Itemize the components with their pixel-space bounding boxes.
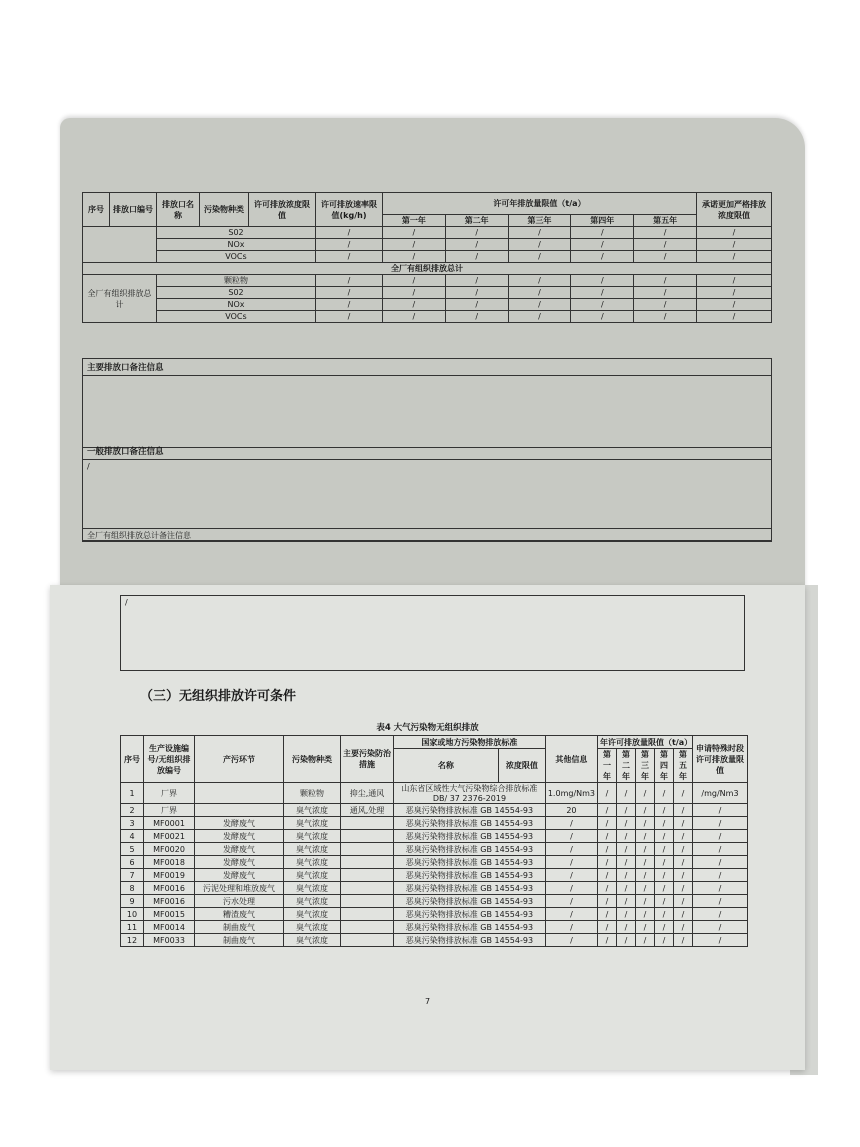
pollutant-cell: NOx xyxy=(157,239,316,251)
row-code: MF0018 xyxy=(144,856,195,869)
slash-cell: / xyxy=(598,921,617,934)
row-code: MF0033 xyxy=(144,934,195,947)
row-stage xyxy=(195,804,284,817)
slash-cell: / xyxy=(636,817,655,830)
slash-cell: / xyxy=(674,856,693,869)
row-measure xyxy=(341,934,394,947)
slash-cell: / xyxy=(634,311,697,323)
row-standard: 恶臭污染物排放标准 GB 14554-93 xyxy=(394,817,546,830)
hdr-seq: 序号 xyxy=(83,193,110,227)
table-row xyxy=(121,817,748,830)
total-remarks-box xyxy=(120,595,745,671)
slash-cell: / xyxy=(674,830,693,843)
main-remarks-title: 主要排放口备注信息 xyxy=(83,359,771,376)
top-table-wrapper xyxy=(82,192,772,323)
pollutant-cell: VOCs xyxy=(157,251,316,263)
slash-cell: / xyxy=(445,239,508,251)
slash-cell: / xyxy=(445,251,508,263)
slash-cell: / xyxy=(617,783,636,804)
table-row xyxy=(121,804,748,817)
row-special: / xyxy=(693,830,748,843)
slash-cell: / xyxy=(636,843,655,856)
hdr-rate-limit: 许可排放速率限值(kg/h) xyxy=(316,193,383,227)
fugitive-emission-table xyxy=(120,735,748,947)
hdr-y5: 第五年 xyxy=(674,749,693,783)
slash-cell: / xyxy=(316,275,383,287)
table-row xyxy=(83,239,772,251)
row-special: / xyxy=(693,869,748,882)
table-row xyxy=(83,299,772,311)
row-standard: 恶臭污染物排放标准 GB 14554-93 xyxy=(394,869,546,882)
slash-cell: / xyxy=(674,783,693,804)
slash-cell: / xyxy=(571,287,634,299)
slash-cell: / xyxy=(571,275,634,287)
hdr-y3: 第三年 xyxy=(636,749,655,783)
row-special: / xyxy=(693,817,748,830)
top-permit-table xyxy=(82,192,772,323)
slash-cell: / xyxy=(674,908,693,921)
slash-cell: / xyxy=(655,895,674,908)
slash-cell: / xyxy=(571,227,634,239)
slash-cell: / xyxy=(598,908,617,921)
row-code: MF0016 xyxy=(144,882,195,895)
slash-cell: / xyxy=(383,239,446,251)
page-number: 7 xyxy=(424,997,431,1006)
row-seq: 7 xyxy=(121,869,144,882)
slash-cell: / xyxy=(655,934,674,947)
row-code: 厂界 xyxy=(144,804,195,817)
hdr-y2: 第二年 xyxy=(617,749,636,783)
table-row xyxy=(83,311,772,323)
slash-cell: / xyxy=(445,275,508,287)
slash-cell: / xyxy=(617,869,636,882)
slash-cell: / xyxy=(383,287,446,299)
table-row xyxy=(121,908,748,921)
row-pollutant: 臭气浓度 xyxy=(284,843,341,856)
slash-cell: / xyxy=(598,817,617,830)
table-row xyxy=(121,869,748,882)
row-seq: 1 xyxy=(121,783,144,804)
hdr-seq: 序号 xyxy=(121,736,144,783)
row-code: MF0019 xyxy=(144,869,195,882)
hdr-conc-limit: 许可排放浓度限值 xyxy=(249,193,316,227)
slash-cell: / xyxy=(697,275,772,287)
row-pollutant: 臭气浓度 xyxy=(284,869,341,882)
slash-cell: / xyxy=(598,804,617,817)
row-limit: / xyxy=(545,895,597,908)
slash-cell: / xyxy=(655,830,674,843)
slash-cell: / xyxy=(617,882,636,895)
slash-cell: / xyxy=(636,830,655,843)
row-code: MF0001 xyxy=(144,817,195,830)
table-row xyxy=(121,856,748,869)
slash-cell: / xyxy=(383,299,446,311)
row-special: / xyxy=(693,934,748,947)
row-code: MF0021 xyxy=(144,830,195,843)
row-measure xyxy=(341,830,394,843)
row-limit: / xyxy=(545,856,597,869)
slash-cell: / xyxy=(508,239,571,251)
hdr-std-name: 名称 xyxy=(394,749,499,783)
slash-cell: / xyxy=(636,895,655,908)
slash-cell: / xyxy=(445,299,508,311)
slash-cell: / xyxy=(655,921,674,934)
hdr-stage: 产污环节 xyxy=(195,736,284,783)
row-pollutant: 臭气浓度 xyxy=(284,882,341,895)
row-measure: 通风,处理 xyxy=(341,804,394,817)
row-stage: 发酵废气 xyxy=(195,843,284,856)
slash-cell: / xyxy=(655,843,674,856)
hdr-code: 生产设施编号/无组织排放编号 xyxy=(144,736,195,783)
pollutant-cell: VOCs xyxy=(157,311,316,323)
row-limit: / xyxy=(545,921,597,934)
row-stage: 制曲废气 xyxy=(195,934,284,947)
row-limit: / xyxy=(545,830,597,843)
row-limit: / xyxy=(545,817,597,830)
slash-cell: / xyxy=(571,239,634,251)
slash-cell: / xyxy=(655,856,674,869)
slash-cell: / xyxy=(634,251,697,263)
slash-cell: / xyxy=(383,251,446,263)
hdr-other: 其他信息 xyxy=(545,736,597,783)
row-pollutant: 臭气浓度 xyxy=(284,830,341,843)
slash-cell: / xyxy=(674,934,693,947)
slash-cell: / xyxy=(636,869,655,882)
slash-cell: / xyxy=(674,843,693,856)
hdr-measures: 主要污染防治措施 xyxy=(341,736,394,783)
total-label: 全厂有组织排放总计 xyxy=(83,275,157,323)
row-limit: / xyxy=(545,934,597,947)
general-remarks-title: 一般排放口备注信息 xyxy=(83,443,771,460)
slash-cell: / xyxy=(636,783,655,804)
slash-cell: / xyxy=(697,311,772,323)
slash-cell: / xyxy=(655,869,674,882)
slash-cell: / xyxy=(383,275,446,287)
slash-cell: / xyxy=(617,817,636,830)
slash-cell: / xyxy=(697,299,772,311)
slash-cell: / xyxy=(636,804,655,817)
slash-cell: / xyxy=(674,869,693,882)
lower-page xyxy=(50,585,805,1070)
slash-cell: / xyxy=(617,895,636,908)
slash-cell: / xyxy=(508,299,571,311)
table-row xyxy=(121,921,748,934)
row-seq: 4 xyxy=(121,830,144,843)
row-seq: 12 xyxy=(121,934,144,947)
row-special: / xyxy=(693,856,748,869)
slash-cell: / xyxy=(655,804,674,817)
row-standard: 恶臭污染物排放标准 GB 14554-93 xyxy=(394,882,546,895)
row-limit: / xyxy=(545,869,597,882)
slash-cell: / xyxy=(636,856,655,869)
pollutant-cell: S02 xyxy=(157,227,316,239)
row-limit: / xyxy=(545,843,597,856)
pollutant-cell: S02 xyxy=(157,287,316,299)
slash-cell: / xyxy=(617,804,636,817)
row-measure xyxy=(341,895,394,908)
slash-cell: / xyxy=(697,287,772,299)
slash-cell: / xyxy=(655,908,674,921)
row-code: MF0014 xyxy=(144,921,195,934)
slash-cell: / xyxy=(598,869,617,882)
row-stage: 污泥处理和堆放废气 xyxy=(195,882,284,895)
hdr-year1: 第一年 xyxy=(383,215,446,227)
row-pollutant: 臭气浓度 xyxy=(284,817,341,830)
row-seq: 6 xyxy=(121,856,144,869)
slash-cell: / xyxy=(617,830,636,843)
slash-cell: / xyxy=(634,287,697,299)
row-code: 厂界 xyxy=(144,783,195,804)
slash-cell: / xyxy=(508,311,571,323)
slash-cell: / xyxy=(697,227,772,239)
slash-cell: / xyxy=(636,908,655,921)
hdr-pollutant: 污染物种类 xyxy=(200,193,249,227)
row-standard: 恶臭污染物排放标准 GB 14554-93 xyxy=(394,804,546,817)
table-row xyxy=(121,895,748,908)
row-stage: 制曲废气 xyxy=(195,921,284,934)
slash-cell: / xyxy=(598,895,617,908)
row-pollutant: 颗粒物 xyxy=(284,783,341,804)
slash-cell: / xyxy=(634,275,697,287)
slash-cell: / xyxy=(316,287,383,299)
slash-cell: / xyxy=(598,843,617,856)
slash-cell: / xyxy=(508,227,571,239)
slash-cell: / xyxy=(655,882,674,895)
slash-cell: / xyxy=(445,311,508,323)
total-title: 全厂有组织排放总计 xyxy=(83,263,772,275)
row-seq: 3 xyxy=(121,817,144,830)
row-seq: 2 xyxy=(121,804,144,817)
slash-cell: / xyxy=(655,783,674,804)
row-seq: 9 xyxy=(121,895,144,908)
slash-cell: / xyxy=(655,817,674,830)
row-stage: 污水处理 xyxy=(195,895,284,908)
slash-cell: / xyxy=(571,311,634,323)
upper-page xyxy=(60,118,805,588)
row-code: MF0016 xyxy=(144,895,195,908)
slash-cell: / xyxy=(617,921,636,934)
slash-cell: / xyxy=(674,895,693,908)
row-pollutant: 臭气浓度 xyxy=(284,856,341,869)
row-measure xyxy=(341,843,394,856)
slash-cell: / xyxy=(617,856,636,869)
row-standard: 恶臭污染物排放标准 GB 14554-93 xyxy=(394,921,546,934)
slash-cell: / xyxy=(316,239,383,251)
main-outlet-remarks xyxy=(82,358,772,448)
hdr-year4: 第四年 xyxy=(571,215,634,227)
slash-cell: / xyxy=(674,804,693,817)
slash-cell: / xyxy=(598,882,617,895)
row-pollutant: 臭气浓度 xyxy=(284,895,341,908)
table-row xyxy=(121,843,748,856)
general-outlet-remarks xyxy=(82,443,772,541)
row-measure xyxy=(341,908,394,921)
row-standard: 山东省区域性大气污染物综合排放标准 DB/ 37 2376-2019 xyxy=(394,783,546,804)
row-standard: 恶臭污染物排放标准 GB 14554-93 xyxy=(394,895,546,908)
row-special: / xyxy=(693,843,748,856)
slash-cell: / xyxy=(445,227,508,239)
slash-cell: / xyxy=(598,934,617,947)
slash-cell: / xyxy=(316,299,383,311)
slash-cell: / xyxy=(636,934,655,947)
slash-cell: / xyxy=(508,287,571,299)
slash-cell: / xyxy=(697,251,772,263)
slash-cell: / xyxy=(445,287,508,299)
row-limit: / xyxy=(545,908,597,921)
row-seq: 11 xyxy=(121,921,144,934)
slash-cell: / xyxy=(617,934,636,947)
table-row xyxy=(121,882,748,895)
row-limit: / xyxy=(545,882,597,895)
slash-cell: / xyxy=(634,299,697,311)
section-heading: （三）无组织排放许可条件 xyxy=(140,689,297,704)
slash-cell: / xyxy=(634,239,697,251)
total-remarks-value: / xyxy=(125,598,128,607)
row-stage: 发酵废气 xyxy=(195,817,284,830)
row-special: / xyxy=(693,882,748,895)
row-standard: 恶臭污染物排放标准 GB 14554-93 xyxy=(394,830,546,843)
row-pollutant: 臭气浓度 xyxy=(284,804,341,817)
row-standard: 恶臭污染物排放标准 GB 14554-93 xyxy=(394,908,546,921)
slash-cell: / xyxy=(636,882,655,895)
slash-cell: / xyxy=(316,311,383,323)
slash-cell: / xyxy=(508,275,571,287)
row-special: / xyxy=(693,804,748,817)
row-seq: 5 xyxy=(121,843,144,856)
table-row xyxy=(83,275,772,287)
hdr-year2: 第二年 xyxy=(445,215,508,227)
hdr-outlet-name: 排放口名称 xyxy=(157,193,200,227)
pollutant-cell: 颗粒物 xyxy=(157,275,316,287)
total-remarks-title: 全厂有组织排放总计备注信息 xyxy=(87,531,191,540)
hdr-stricter: 承诺更加严格排放浓度限值 xyxy=(697,193,772,227)
table-row xyxy=(121,830,748,843)
slash-cell: / xyxy=(674,882,693,895)
row-pollutant: 臭气浓度 xyxy=(284,908,341,921)
row-pollutant: 臭气浓度 xyxy=(284,934,341,947)
slash-cell: / xyxy=(383,311,446,323)
row-code: MF0020 xyxy=(144,843,195,856)
hdr-annual: 年许可排放量限值（t/a） xyxy=(598,736,693,749)
slash-cell: / xyxy=(634,227,697,239)
slash-cell: / xyxy=(598,783,617,804)
row-measure xyxy=(341,921,394,934)
slash-cell: / xyxy=(571,299,634,311)
slash-cell: / xyxy=(316,227,383,239)
total-remarks xyxy=(82,528,772,542)
row-seq: 10 xyxy=(121,908,144,921)
slash-cell: / xyxy=(383,227,446,239)
table-row xyxy=(121,934,748,947)
row-special: /mg/Nm3 xyxy=(693,783,748,804)
hdr-std-limit: 浓度限值 xyxy=(498,749,545,783)
table-row xyxy=(83,287,772,299)
slash-cell: / xyxy=(598,830,617,843)
slash-cell: / xyxy=(674,817,693,830)
slash-cell: / xyxy=(697,239,772,251)
row-standard: 恶臭污染物排放标准 GB 14554-93 xyxy=(394,856,546,869)
row-stage: 发酵废气 xyxy=(195,869,284,882)
table-caption: 表4 大气污染物无组织排放 xyxy=(376,723,479,733)
row-special: / xyxy=(693,921,748,934)
hdr-annual-limit: 许可年排放量限值（t/a） xyxy=(383,193,697,215)
hdr-y1: 第一年 xyxy=(598,749,617,783)
hdr-year5: 第五年 xyxy=(634,215,697,227)
row-limit: 1.0mg/Nm3 xyxy=(545,783,597,804)
row-code: MF0015 xyxy=(144,908,195,921)
slash-cell: / xyxy=(617,843,636,856)
row-measure: 抑尘,通风 xyxy=(341,783,394,804)
row-stage: 发酵废气 xyxy=(195,856,284,869)
table-row xyxy=(121,783,748,804)
pollutant-cell: NOx xyxy=(157,299,316,311)
slash-cell: / xyxy=(571,251,634,263)
slash-cell: / xyxy=(674,921,693,934)
hdr-outlet-code: 排放口编号 xyxy=(110,193,157,227)
row-special: / xyxy=(693,895,748,908)
hdr-y4: 第四年 xyxy=(655,749,674,783)
hdr-special: 申请特殊时段许可排放量限值 xyxy=(693,736,748,783)
row-pollutant: 臭气浓度 xyxy=(284,921,341,934)
slash-cell: / xyxy=(316,251,383,263)
row-measure xyxy=(341,817,394,830)
hdr-pollutant: 污染物种类 xyxy=(284,736,341,783)
row-stage xyxy=(195,783,284,804)
table-row xyxy=(83,227,772,239)
general-remarks-value: / xyxy=(87,462,90,471)
row-stage: 糟渣废气 xyxy=(195,908,284,921)
hdr-year3: 第三年 xyxy=(508,215,571,227)
slash-cell: / xyxy=(598,856,617,869)
slash-cell: / xyxy=(508,251,571,263)
row-stage: 发酵废气 xyxy=(195,830,284,843)
table-row xyxy=(83,251,772,263)
row-special: / xyxy=(693,908,748,921)
row-measure xyxy=(341,856,394,869)
row-seq: 8 xyxy=(121,882,144,895)
slash-cell: / xyxy=(636,921,655,934)
row-standard: 恶臭污染物排放标准 GB 14554-93 xyxy=(394,843,546,856)
row-limit: 20 xyxy=(545,804,597,817)
hdr-standard: 国家或地方污染物排放标准 xyxy=(394,736,546,749)
slash-cell: / xyxy=(617,908,636,921)
row-standard: 恶臭污染物排放标准 GB 14554-93 xyxy=(394,934,546,947)
row-measure xyxy=(341,869,394,882)
row-measure xyxy=(341,882,394,895)
